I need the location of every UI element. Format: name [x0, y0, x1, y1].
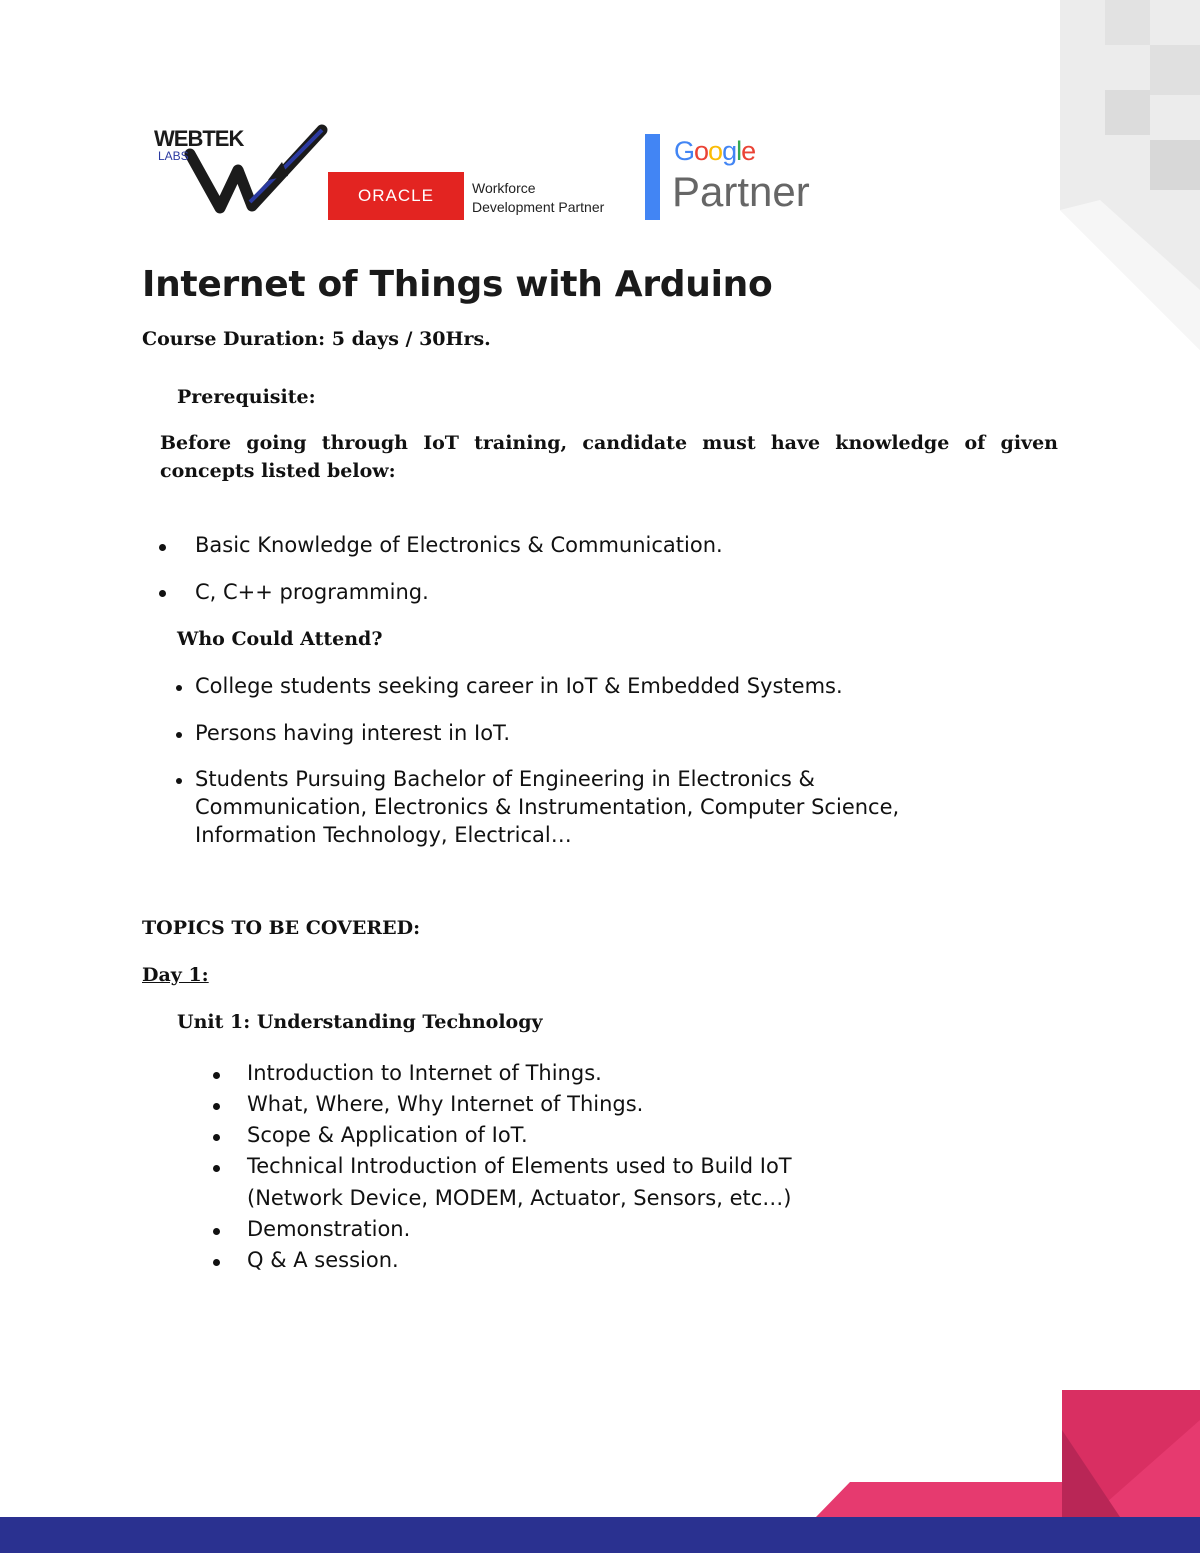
unit-item: Introduction to Internet of Things.	[247, 1061, 602, 1085]
google-letter: l	[736, 136, 742, 166]
list-bullet	[176, 685, 182, 691]
list-bullet	[159, 590, 166, 597]
oracle-partner-line1: Workforce	[472, 180, 536, 196]
partner-wordmark: Partner	[672, 168, 810, 215]
webtek-sub: LABS	[158, 149, 189, 163]
google-letter: g	[722, 136, 737, 166]
unit-item: What, Where, Why Internet of Things.	[247, 1092, 644, 1116]
page-title: Internet of Things with Arduino	[142, 264, 773, 305]
list-bullet	[176, 778, 182, 784]
google-wordmark	[674, 136, 755, 167]
attend-item-line: Students Pursuing Bachelor of Engineering in Electronics &	[195, 767, 815, 791]
topics-heading: TOPICS TO BE COVERED:	[142, 917, 421, 939]
oracle-logo	[328, 172, 464, 220]
oracle-wordmark: ORACLE	[358, 186, 434, 205]
list-bullet	[213, 1165, 220, 1172]
prerequisite-intro-line1: Before going through IoT training, candidate must have knowledge of given	[160, 432, 1058, 454]
attend-item-line: Information Technology, Electrical…	[195, 823, 572, 847]
google-letter: o	[694, 136, 709, 166]
attend-item: College students seeking career in IoT & Embedded Systems.	[195, 674, 843, 698]
webtek-labs-logo	[150, 120, 330, 220]
google-partner-bar	[645, 134, 660, 220]
list-bullet	[213, 1228, 220, 1235]
prerequisite-heading: Prerequisite:	[177, 386, 316, 408]
unit-item: Technical Introduction of Elements used to Build IoT	[247, 1154, 792, 1178]
unit-item: Q & A session.	[247, 1248, 399, 1272]
webtek-name: WEBTEK	[154, 126, 244, 151]
list-bullet	[159, 544, 166, 551]
prerequisite-intro-line2: concepts listed below:	[160, 460, 396, 482]
unit-heading: Unit 1: Understanding Technology	[177, 1011, 543, 1033]
unit-item: Scope & Application of IoT.	[247, 1123, 528, 1147]
attend-heading: Who Could Attend?	[177, 628, 383, 650]
list-bullet	[213, 1134, 220, 1141]
list-bullet	[213, 1072, 220, 1079]
list-bullet	[213, 1103, 220, 1110]
google-letter: o	[708, 136, 723, 166]
list-bullet	[213, 1259, 220, 1266]
list-bullet	[176, 732, 182, 738]
course-duration: Course Duration: 5 days / 30Hrs.	[142, 328, 491, 350]
google-letter: G	[674, 136, 695, 166]
unit-item: Demonstration.	[247, 1217, 411, 1241]
google-letter: e	[741, 136, 756, 166]
prerequisite-item: C, C++ programming.	[195, 580, 429, 604]
attend-item: Persons having interest in IoT.	[195, 721, 511, 745]
attend-item-line: Communication, Electronics & Instrumentation, Computer Science,	[195, 795, 900, 819]
prerequisite-item: Basic Knowledge of Electronics & Communication.	[195, 533, 723, 557]
day-heading: Day 1:	[142, 964, 209, 986]
unit-item-continuation: (Network Device, MODEM, Actuator, Sensors, etc…)	[247, 1186, 792, 1210]
oracle-partner-line2: Development Partner	[472, 199, 605, 215]
